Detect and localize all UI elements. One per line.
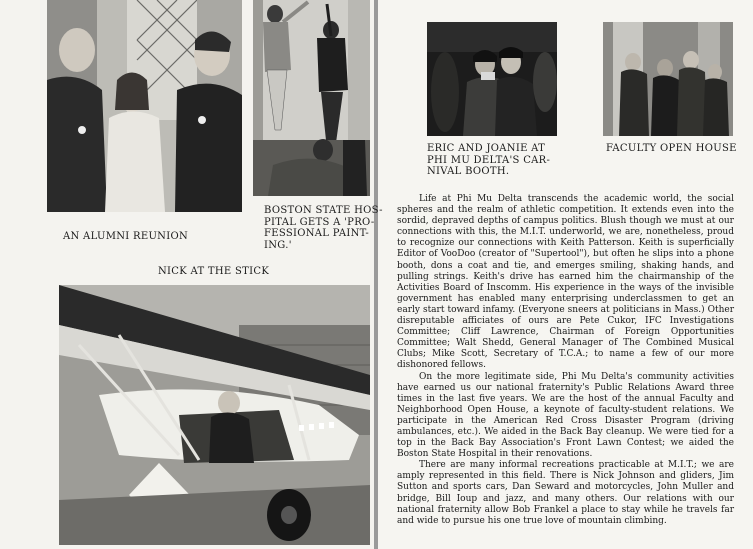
- photo-glider-plane: [59, 285, 370, 545]
- caption-faculty-open-house: FACULTY OPEN HOUSE: [606, 143, 737, 154]
- carnival-booth-image: [427, 22, 557, 136]
- paragraph-community: On the more legitimate side, Phi Mu Delta's community activities have earned us our national fraternity's Public Relations Award three times in the last five years. We are the host of the annual Faculty and Neighborhood Open House, a keynote of faculty-student relations. We participate in the American Red Cross Disaster Program (driving ambulances, etc.). We aided in the Back Bay cleanup. We were tied for a top in the Back Bay Association's Front Lawn Contest; we aided the Boston State Hospital in their renovations.: [397, 371, 734, 460]
- article-body: [397, 194, 734, 527]
- photo-hospital-painting: [253, 0, 370, 196]
- photo-carnival-booth: [427, 22, 557, 136]
- caption-hospital-painting: BOSTON STATE HOS- PITAL GETS A 'PRO- FESSIONAL PAINT- ING.': [264, 205, 383, 251]
- faculty-open-house-image: [603, 22, 733, 136]
- glider-plane-image: [59, 285, 370, 545]
- paragraph-recreation: There are many informal recreations practicable at M.I.T.; we are amply represented in this field. There is Nick Johnson and gliders, Jim Sutton and sports cars, Dan Seward and motorcycles, John Muller and bridge, Bill Ioup and jazz, and many others. Our relations with our national fraternity allow Bob Frankel a place to stay while he travels far and wide to pursue his one true love of mountain climbing.: [397, 460, 734, 526]
- photo-faculty-open-house: [603, 22, 733, 136]
- photo-alumni-reunion: [47, 0, 242, 212]
- caption-nick-at-the-stick: NICK AT THE STICK: [158, 266, 270, 277]
- alumni-reunion-image: [47, 0, 242, 212]
- caption-alumni-reunion: AN ALUMNI REUNION: [63, 231, 189, 242]
- hospital-painting-image: [253, 0, 370, 196]
- caption-carnival-booth: ERIC AND JOANIE AT PHI MU DELTA'S CAR- NIVAL BOOTH.: [427, 143, 551, 177]
- paragraph-politics: Life at Phi Mu Delta transcends the academic world, the social spheres and the realm of athletic competition. It extends even into the sordid, depraved depths of campus politics. Blush though we must at our connections with this, the M.I.T. underworld, we are, nonetheless, proud to recognize our connections with Keith Patterson. Keith is superficially Editor of VooDoo (creator of "Supertool"), but often he slips into a phone booth, dons a coat and tie, and emerges smiling, shaking hands, and pulling strings. Keith's drive has earned him the chairmanship of the Activities Board of Inscomm. His experience in the ways of the invisible government has enabled many enterprising underclassmen to get an early start toward infamy. (Everyone sneers at politicians in Mass.) Other disreputable afficiates of ours are Pete Cukor, IFC Investigations Committee; Cliff Lawrence, Chairman of Foreign Opportunities Committee; Walt Shedd, General Manager of The Combined Musical Clubs; Mike Scott, Secretary of T.C.A.; to name a few of our more dishonored fellows.: [397, 194, 734, 371]
